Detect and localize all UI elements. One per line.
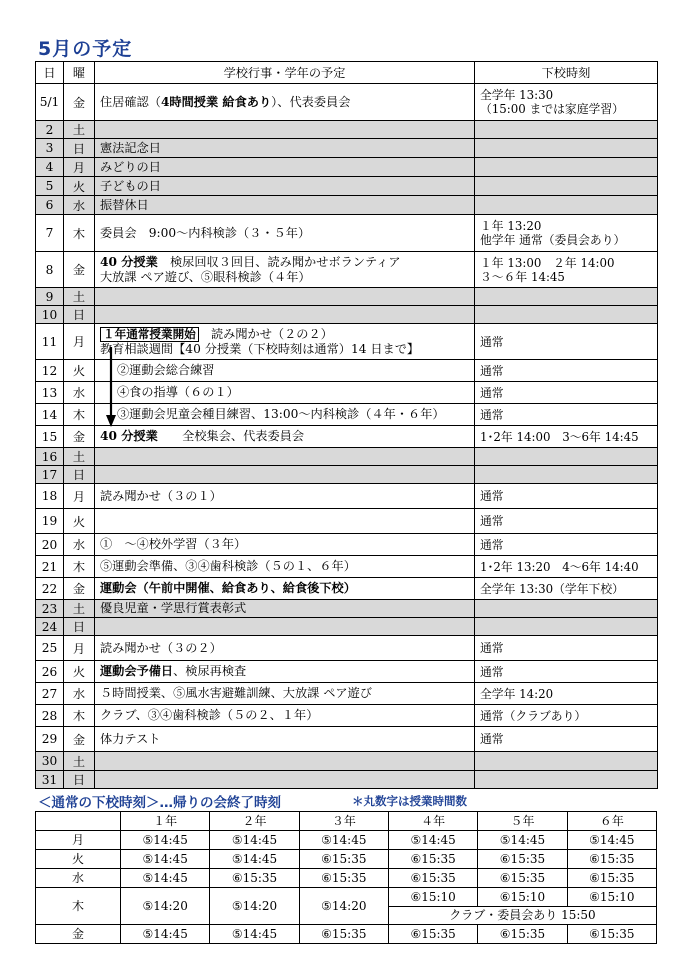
event-cell: 40 分授業 検尿回収３回目、読み聞かせボランティア 大放課 ペア遊び、⑤眼科検診（４年） <box>95 252 475 288</box>
dow-cell: 月 <box>64 484 95 509</box>
day-cell: 20 <box>36 534 64 556</box>
day-cell: 23 <box>36 600 64 618</box>
time-cell: ⑥15:35 <box>299 869 388 888</box>
dow-cell: 火 <box>36 850 121 869</box>
schedule-body <box>36 84 658 789</box>
dismissal-cell: 1･2年 14:00 3～6年 14:45 <box>475 426 658 448</box>
day-cell: 21 <box>36 556 64 578</box>
dow-cell: 土 <box>64 752 95 771</box>
dismissal-cell: １年 13:00 ２年 14:00 ３～６年 14:45 <box>475 252 658 288</box>
dow-cell: 土 <box>64 600 95 618</box>
dow-cell: 金 <box>64 727 95 752</box>
table-row <box>36 636 658 661</box>
dismissal-cell <box>475 466 658 484</box>
dow-cell: 水 <box>64 382 95 404</box>
time-cell: ⑤14:45 <box>121 925 210 944</box>
day-cell: 14 <box>36 404 64 426</box>
dismissal-header-row <box>36 812 657 831</box>
day-cell: 3 <box>36 139 64 158</box>
dismissal-table <box>35 811 657 944</box>
event-cell: ②運動会総合練習 <box>95 360 475 382</box>
dow-cell: 金 <box>64 578 95 600</box>
day-cell: 27 <box>36 683 64 705</box>
event-cell <box>95 306 475 324</box>
table-row <box>36 925 657 944</box>
header-day: 日 <box>36 62 64 84</box>
table-row <box>36 509 658 534</box>
table-row <box>36 534 658 556</box>
event-cell: 40 分授業 全校集会、代表委員会 <box>95 426 475 448</box>
dismissal-cell <box>475 139 658 158</box>
time-cell: ⑤14:45 <box>299 831 388 850</box>
table-row <box>36 139 658 158</box>
event-cell <box>95 121 475 139</box>
event-cell: クラブ、③④歯科検診（５の２、１年） <box>95 705 475 727</box>
table-row <box>36 288 658 306</box>
table-row <box>36 360 658 382</box>
day-cell: 11 <box>36 324 64 360</box>
dismissal-cell <box>475 600 658 618</box>
time-cell: ⑥15:35 <box>210 869 299 888</box>
dow-cell: 木 <box>36 888 121 925</box>
table-row <box>36 84 658 121</box>
dow-cell: 火 <box>64 509 95 534</box>
dow-cell: 水 <box>64 534 95 556</box>
dismissal-cell <box>475 288 658 306</box>
time-cell: ⑤14:45 <box>210 831 299 850</box>
day-cell: 10 <box>36 306 64 324</box>
event-cell: 読み聞かせ（３の１） <box>95 484 475 509</box>
time-cell: ⑤14:45 <box>121 850 210 869</box>
table-row <box>36 556 658 578</box>
dow-cell: 土 <box>64 121 95 139</box>
dismissal-cell: 通常（クラブあり） <box>475 705 658 727</box>
dismissal-corner <box>36 812 121 831</box>
day-cell: 5 <box>36 177 64 196</box>
table-row <box>36 121 658 139</box>
dismissal-cell: 全学年 13:30（学年下校） <box>475 578 658 600</box>
club-note-cell: クラブ・委員会あり 15:50 <box>388 907 656 925</box>
event-cell: 憲法記念日 <box>95 139 475 158</box>
table-row <box>36 888 657 907</box>
day-cell: 5/1 <box>36 84 64 121</box>
dow-cell: 日 <box>64 771 95 789</box>
day-cell: 18 <box>36 484 64 509</box>
dismissal-cell <box>475 196 658 215</box>
dow-cell: 月 <box>64 324 95 360</box>
dismissal-cell <box>475 771 658 789</box>
time-cell: ⑤14:45 <box>210 850 299 869</box>
table-row <box>36 661 658 683</box>
event-cell: 委員会 9:00～内科検診（３・５年） <box>95 215 475 252</box>
event-cell: 優良児童・学思行賞表彰式 <box>95 600 475 618</box>
time-cell: ⑥15:35 <box>567 869 656 888</box>
dow-cell: 木 <box>64 404 95 426</box>
time-cell: ⑤14:45 <box>567 831 656 850</box>
event-cell: 運動会予備日、検尿再検査 <box>95 661 475 683</box>
table-row <box>36 382 658 404</box>
dismissal-cell: 通常 <box>475 727 658 752</box>
day-cell: 13 <box>36 382 64 404</box>
dow-cell: 金 <box>64 84 95 121</box>
time-cell: ⑤14:45 <box>121 869 210 888</box>
page-title: 5月の予定 <box>38 38 133 60</box>
dismissal-cell: 通常 <box>475 404 658 426</box>
table-row <box>36 600 658 618</box>
table-row <box>36 869 657 888</box>
time-cell: ⑥15:35 <box>478 925 567 944</box>
grade-header: ６年 <box>567 812 656 831</box>
dow-cell: 日 <box>64 618 95 636</box>
table-row <box>36 426 658 448</box>
dow-cell: 水 <box>36 869 121 888</box>
time-cell: ⑥15:10 <box>567 888 656 907</box>
day-cell: 28 <box>36 705 64 727</box>
day-cell: 2 <box>36 121 64 139</box>
table-row <box>36 252 658 288</box>
dow-cell: 土 <box>64 288 95 306</box>
time-cell: ⑥15:35 <box>388 869 477 888</box>
time-cell: ⑤14:20 <box>299 888 388 925</box>
event-cell: 体力テスト <box>95 727 475 752</box>
dismissal-cell <box>475 177 658 196</box>
time-cell: ⑤14:45 <box>388 831 477 850</box>
schedule-table <box>35 61 658 789</box>
table-row <box>36 306 658 324</box>
dismissal-cell: 通常 <box>475 484 658 509</box>
event-cell <box>95 509 475 534</box>
dismissal-cell: 通常 <box>475 636 658 661</box>
dow-cell: 日 <box>64 466 95 484</box>
dismissal-cell: 通常 <box>475 324 658 360</box>
event-cell: ５時間授業、⑤風水害避難訓練、大放課 ペア遊び <box>95 683 475 705</box>
time-cell: ⑤14:20 <box>210 888 299 925</box>
dow-cell: 木 <box>64 556 95 578</box>
dow-cell: 木 <box>64 705 95 727</box>
table-row <box>36 771 658 789</box>
dow-cell: 月 <box>64 636 95 661</box>
time-cell: ⑥15:35 <box>478 850 567 869</box>
arrow-down-icon <box>105 347 117 427</box>
time-cell: ⑤14:45 <box>210 925 299 944</box>
dismissal-body <box>36 831 657 944</box>
header-dismissal: 下校時刻 <box>475 62 658 84</box>
time-cell: ⑥15:35 <box>299 925 388 944</box>
schedule-header-row <box>36 62 658 84</box>
dow-cell: 金 <box>36 925 121 944</box>
table-row <box>36 215 658 252</box>
time-cell: ⑥15:35 <box>299 850 388 869</box>
grade-header: ５年 <box>478 812 567 831</box>
time-cell: ⑥15:35 <box>567 850 656 869</box>
event-cell <box>95 618 475 636</box>
dismissal-cell <box>475 752 658 771</box>
event-cell <box>95 466 475 484</box>
dow-cell: 火 <box>64 661 95 683</box>
event-cell <box>95 752 475 771</box>
dow-cell: 月 <box>64 158 95 177</box>
grade-header: ４年 <box>388 812 477 831</box>
table-row <box>36 448 658 466</box>
time-cell: ⑥15:10 <box>388 888 477 907</box>
dow-cell: 火 <box>64 177 95 196</box>
table-row <box>36 158 658 177</box>
time-cell: ⑥15:10 <box>478 888 567 907</box>
dow-cell: 火 <box>64 360 95 382</box>
event-cell <box>95 771 475 789</box>
time-cell: ⑥15:35 <box>388 925 477 944</box>
table-row <box>36 578 658 600</box>
grade-header: １年 <box>121 812 210 831</box>
dow-cell: 水 <box>64 683 95 705</box>
event-cell: 子どもの日 <box>95 177 475 196</box>
dismissal-cell: 通常 <box>475 661 658 683</box>
event-cell: ⑤運動会準備、③④歯科検診（５の１、６年） <box>95 556 475 578</box>
event-cell: 運動会（午前中開催、給食あり、給食後下校） <box>95 578 475 600</box>
day-cell: 7 <box>36 215 64 252</box>
dow-cell: 金 <box>64 252 95 288</box>
dismissal-cell: 通常 <box>475 382 658 404</box>
header-dow: 曜 <box>64 62 95 84</box>
table-row <box>36 196 658 215</box>
dismissal-cell: 全学年 14:20 <box>475 683 658 705</box>
table-row <box>36 324 658 360</box>
day-cell: 29 <box>36 727 64 752</box>
table-row <box>36 466 658 484</box>
table-row <box>36 705 658 727</box>
event-cell: みどりの日 <box>95 158 475 177</box>
dismissal-cell: 通常 <box>475 534 658 556</box>
day-cell: 15 <box>36 426 64 448</box>
day-cell: 22 <box>36 578 64 600</box>
dismissal-cell <box>475 121 658 139</box>
table-row <box>36 831 657 850</box>
dow-cell: 土 <box>64 448 95 466</box>
day-cell: 4 <box>36 158 64 177</box>
event-cell: １年通常授業開始 読み聞かせ（２の２） 教育相談週間【40 分授業（下校時刻は通常）14 日まで】 <box>95 324 475 360</box>
event-cell: 振替休日 <box>95 196 475 215</box>
time-cell: ⑥15:35 <box>388 850 477 869</box>
table-row <box>36 727 658 752</box>
day-cell: 31 <box>36 771 64 789</box>
dismissal-cell <box>475 306 658 324</box>
event-cell: ① ～④校外学習（３年） <box>95 534 475 556</box>
event-cell <box>95 448 475 466</box>
dismissal-section-note: ＊丸数字は授業時間数 <box>352 794 467 808</box>
day-cell: 12 <box>36 360 64 382</box>
dow-cell: 日 <box>64 306 95 324</box>
day-cell: 8 <box>36 252 64 288</box>
event-cell: 住居確認（4時間授業 給食あり）、代表委員会 <box>95 84 475 121</box>
grade-header: ３年 <box>299 812 388 831</box>
event-cell: ③運動会児童会種目練習、13:00～内科検診（４年・６年） <box>95 404 475 426</box>
dow-cell: 木 <box>64 215 95 252</box>
dismissal-cell <box>475 618 658 636</box>
event-cell <box>95 288 475 306</box>
day-cell: 16 <box>36 448 64 466</box>
grade-header: ２年 <box>210 812 299 831</box>
day-cell: 6 <box>36 196 64 215</box>
day-cell: 24 <box>36 618 64 636</box>
dow-cell: 日 <box>64 139 95 158</box>
header-event: 学校行事・学年の予定 <box>95 62 475 84</box>
table-row <box>36 404 658 426</box>
dismissal-cell: 1･2年 13:20 4～6年 14:40 <box>475 556 658 578</box>
time-cell: ⑥15:35 <box>567 925 656 944</box>
event-cell: 読み聞かせ（３の２） <box>95 636 475 661</box>
table-row <box>36 177 658 196</box>
dismissal-cell: 通常 <box>475 360 658 382</box>
dow-cell: 月 <box>36 831 121 850</box>
table-row <box>36 618 658 636</box>
dismissal-cell: 通常 <box>475 509 658 534</box>
day-cell: 17 <box>36 466 64 484</box>
dow-cell: 水 <box>64 196 95 215</box>
day-cell: 25 <box>36 636 64 661</box>
day-cell: 26 <box>36 661 64 683</box>
day-cell: 19 <box>36 509 64 534</box>
table-row <box>36 752 658 771</box>
time-cell: ⑥15:35 <box>478 869 567 888</box>
dow-cell: 金 <box>64 426 95 448</box>
day-cell: 30 <box>36 752 64 771</box>
time-cell: ⑤14:45 <box>121 831 210 850</box>
table-row <box>36 683 658 705</box>
table-row <box>36 850 657 869</box>
table-row <box>36 484 658 509</box>
event-cell: ④食の指導（６の１） <box>95 382 475 404</box>
dismissal-section-title: ＜通常の下校時刻＞…帰りの会終了時刻 <box>38 795 281 811</box>
time-cell: ⑤14:20 <box>121 888 210 925</box>
dismissal-cell <box>475 158 658 177</box>
day-cell: 9 <box>36 288 64 306</box>
dismissal-cell: １年 13:20 他学年 通常（委員会あり） <box>475 215 658 252</box>
dismissal-cell <box>475 448 658 466</box>
time-cell: ⑤14:45 <box>478 831 567 850</box>
dismissal-cell: 全学年 13:30 （15:00 までは家庭学習） <box>475 84 658 121</box>
